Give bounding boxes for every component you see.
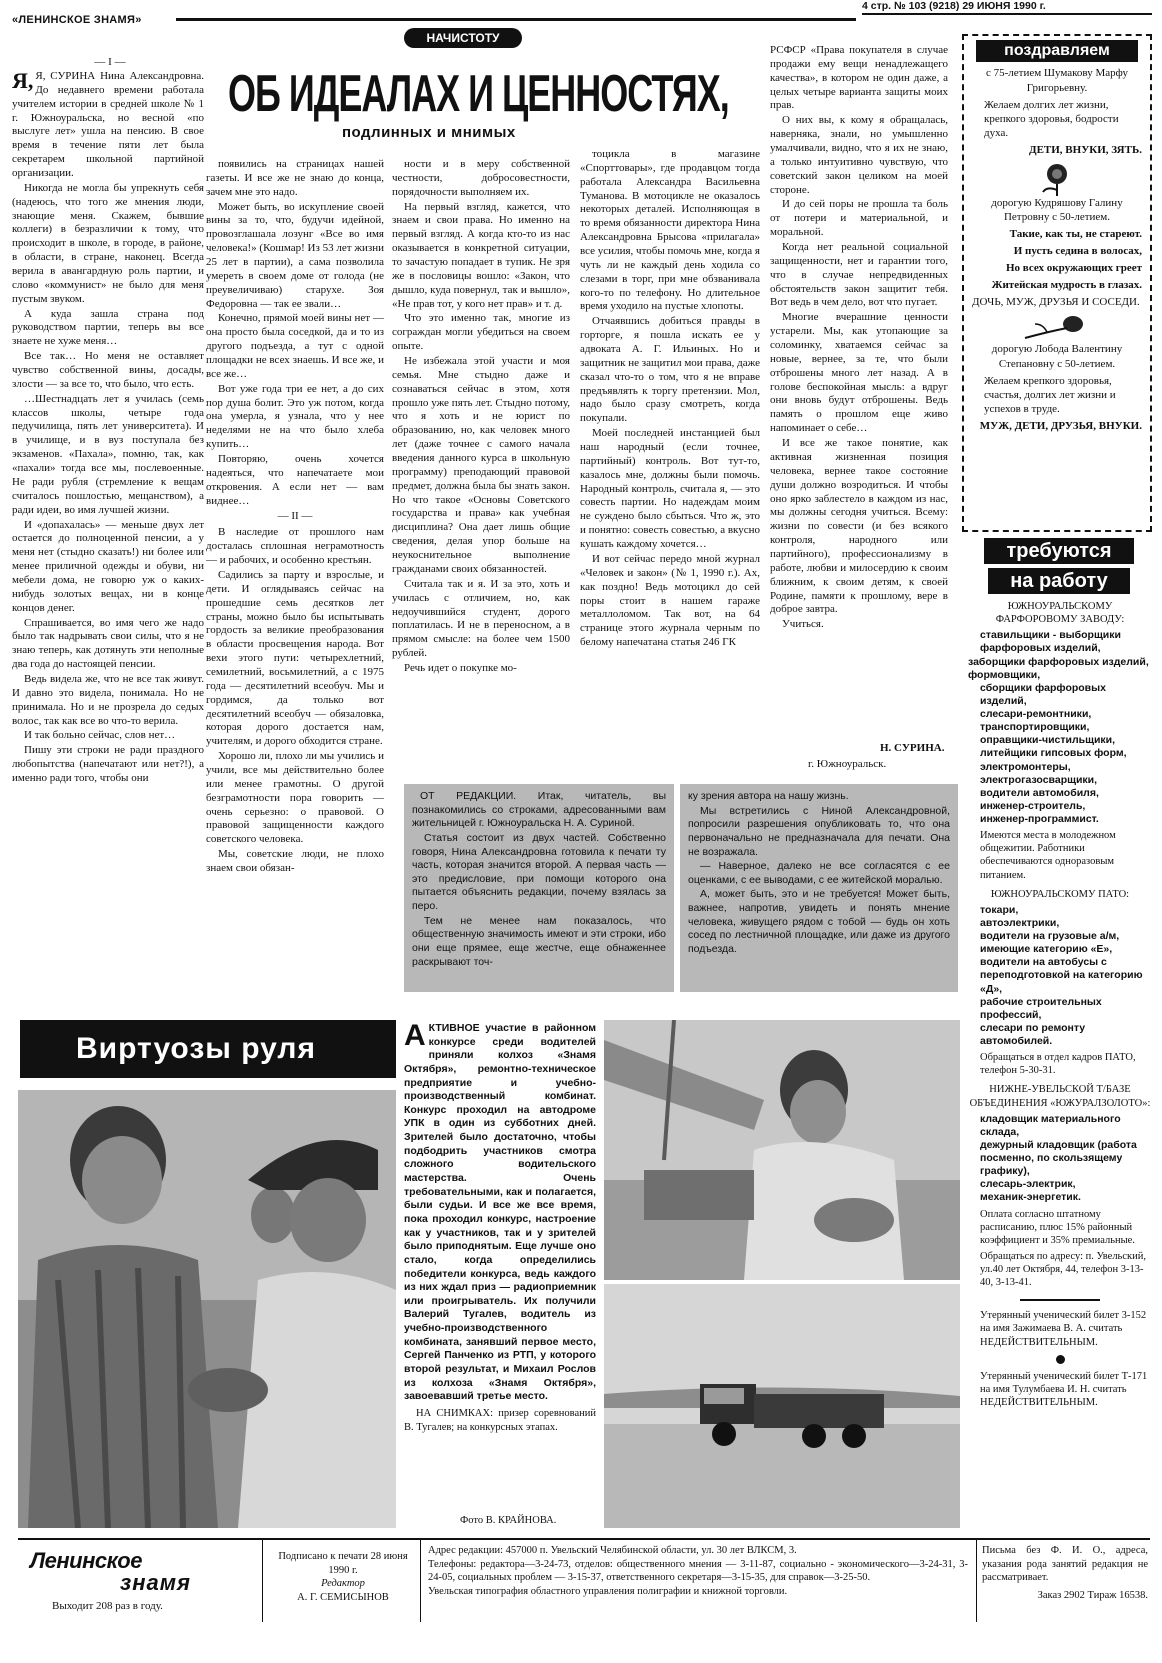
editorial-right: ку зрения автора на нашу жизнь. Мы встретились с Ниной Александровной, попросили разрешения опубликовать то, что она первоначально не предназначала для печати. Она не возражала. — Наверное, далеко не все согласятся с ее оценками, с ее выводами, с ее житейской моралью. А, может быть, это и не требуется! Может быть, важнее, напротив, увидеть и понять мнение человека, живущего рядом с тобой — будь он хоть сосед по лестничной площадке, или даже из другого подъезда. bbox=[680, 784, 958, 992]
rose-icon bbox=[972, 160, 1142, 196]
author-city: г. Южноуральск. bbox=[808, 758, 887, 770]
author-signature: Н. СУРИНА. bbox=[880, 742, 945, 754]
article-column-1: Я, Я, СУРИНА Нина Александровна. До недавнего времени работала учителем истории в средней школе № 1 г. Южноуральска, но весной «по выслуге лет» ушла на пенсию. В свое время в течение пяти лет была секретарем школьной партийной организации. Никогда не могла бы упрекнуть себя (надеюсь, что того же мнения люди, знающие меня. Скажем, бывшие коллеги) в безразличии к тому, что происходит в школе, в городе, в районе, в области, в стране, наконец. Всегда верила в авангардную роль партии, и слово «коммунист» не было для меня пустым звуком. А куда зашла страна под руководством партии, теперь вы все знаете не хуже меня… Все так… Но меня не оставляет чувство собственной вины, досады, злости — за все то, что было, что есть. …Шестнадцать лет я училась (семь классов школы, четыре года педучилища, пять лет университета). И в училище, и в вуз поступала без экзаменов. «Пахала», помню, так, как «пахали» тогда все мы, послевоенные. Не ради рубля (стремление к вещам считалось пошлостью, мещанством), а ради идеи, во имя лучшей жизни. И «допахалась» — меньше двух лет остается до полноценной пенсии, а у меня нет (стыдно сказать!) ни более или менее приличной одежды и обуви, ни мебели дома, не говорю уж о каких-нибудь золотых вещах, ни в конце концов денег. Спрашивается, во имя чего же надо было так надрывать свои силы, что я не знаю теперь, как дотянуть эти неполные два года до настоящей пенсии. Ведь видела же, что не все так живут. И давно это видела, понимала. Но не принимала. Но и не прозрела до седых волос, так как все во что-то верила. И так больно сейчас, слов нет… Пишу эти строки не ради праздного любопытства (напечатают или нет?!), а именно ради того, чтобы они bbox=[12, 70, 204, 784]
article-title: ОБ ИДЕАЛАХ И ЦЕННОСТЯХ, bbox=[228, 62, 729, 123]
virtuosi-text: АКТИВНОЕ участие в районном конкурсе среди водителей приняли колхоз «Знамя Октября», ремонтно-техническое предприятие и учебно-производственный комбинат. Конкурс проходил на автодроме УПК в один из субботних дней. Зрителей было достаточно, чтобы подбодрить участников смотра сложного водительского мастерства. Очень требовательными, как и полагается, были судьи. И все же все время, пока проходил конкурс, настроение как у участников, так и у зрителей было приподнятым. Еще лучше оно стало, когда определились победители конкурса, ведь каждого из них ждал приз — радиоприемник или проигрыватель. Их получили Валерий Тугалев, водитель из учебно-производственного комбината, занявший первое место, Сергей Панченко из РТП, у которого второй результат, и Михаил Рослов из колхоза «Знамя Октября», завоевавший третье место. НА СНИМКАХ: призер соревнований В. Тугалев; на конкурсных этапах. bbox=[404, 1022, 596, 1433]
article-column-2: появились на страницах нашей газеты. И все же не знаю до конца, зачем мне это надо. Может быть, во искупление своей вины за то, что, будучи идейной, провозглашала лозунг «Все во имя человека!» (Кошмар! Из 53 лет жизни 25 лет в партии), а сама позволила умереть в своем доме от голода (не преувеличиваю) старухе. Зоя Федоровна — так ее звали… Конечно, прямой моей вины нет — она просто была соседкой, да и то из другого подъезда, а тут с одной площадки не всех знаешь. И все же, и все же… Вот уже года три ее нет, а до сих пор душа болит. Это уж потом, когда она умерла, я узнала, что у нее неделями не на что было хлеба купить… Повторяю, очень хочется надеяться, что напечатаете мои откровения. А если нет — вам виднее… — II — В наследие от прошлого нам досталась сплошная неграмотность — и рабочих, и особенно крестьян. Садились за парту и взрослые, и дети. И оглядываясь сейчас на прошедшие семь десятков лет страны, можно было бы испытывать гордость за великие преобразования в области просвещения народа. Вот вехи этого пути: четырехлетний, семилетний, восьмилетний, а с 1975 года — десятилетний всеобуч. Мы и гордимся, да только вот десятилетний всеобуч — обязаловка, которая дорого достается нам, учителям, и дорого обходится стране. Хорошо ли, плохо ли мы учились и учили, все мы действительно более или менее грамотны. О другой безграмотности пора говорить — очень серьезно: о правовой. О правовой защищенности каждого советского человека. Мы, советские люди, не плохо знаем свои обязан- bbox=[206, 158, 384, 874]
footer-circulation: Выходит 208 раз в году. bbox=[52, 1600, 163, 1612]
jobs-title-2: на работу bbox=[988, 568, 1130, 594]
employer3-vacancies: кладовщик материального склада, дежурный кладовщик (работа посменно, по скользящему графику), слесарь-электрик, механик-энергетик. bbox=[980, 1112, 1137, 1204]
newspaper-name-header: «ЛЕНИНСКОЕ ЗНАМЯ» bbox=[12, 14, 142, 26]
virtuosi-dropcap: А bbox=[404, 1022, 426, 1052]
flower-icon bbox=[972, 312, 1142, 342]
footer-address: Адрес редакции: 457000 п. Увельский Челябинской области, ул. 30 лет ВЛКСМ, 3. Телефоны: редактора—3-24-73, отделов: общественного мнения — 3-11-87, социально - экономического—3-24-31, 3-24-05, социальных проблем — 3-15-37, ответственного секретаря—3-15-35, для справок—3-25-50. Увельская типография областного управления полиграфии и книжной торговли. bbox=[428, 1545, 968, 1597]
virtuosi-title: Виртуозы руля bbox=[20, 1020, 396, 1078]
congrats-title: поздравляем bbox=[976, 40, 1138, 62]
footer-letters: Письма без Ф. И. О., адреса, указания рода занятий редакция не рассматривает. Заказ 2902 Тираж 16538. bbox=[982, 1545, 1148, 1601]
photo-credit: Фото В. КРАЙНОВА. bbox=[460, 1515, 557, 1526]
jobs-listing: ЮЖНОУРАЛЬСКОМУ ФАРФОРОВОМУ ЗАВОДУ: ставильщики - выборщики фарфоровых изделий, заборщики фарфоровых изделий, формовщики, сборщики фарфоровых изделий, слесари-ремонтники, транспортировщики, оправщики-чистильщики, литейщики гипсовых форм, электромонтеры, электрогазосварщики, водители автомобиля, инженер-строитель, инженер-программист. Имеются места в молодежном общежитии. Работники обеспечиваются одноразовым питанием. ЮЖНОУРАЛЬСКОМУ ПАТО: токари, автоэлектрики, водители на грузовые а/м, имеющие категорию «Е», водители на автобусы с переподготовкой на категорию «Д», рабочие строительных профессий, слесари по ремонту автомобилей. Обращаться в отдел кадров ПАТО, телефон 5-30-31. НИЖНЕ-УВЕЛЬСКОЙ Т/БАЗЕ ОБЪЕДИНЕНИЯ «ЮЖУРАЛЗОЛОТО»: кладовщик материального склада, дежурный кладовщик (работа посменно, по скользящему графику), слесарь-электрик, механик-энергетик. Оплата согласно штатному расписанию, плюс 15% районный коэффициент и 35% премиальные. Обращаться по адресу: п. Увельский, ул.40 лет Октября, 44, телефон 3-13-40, 3-13-41. Утерянный ученический билет 3-152 на имя Зажимаева В. А. считать НЕДЕЙСТВИТЕЛЬНЫМ. Утерянный ученический билет Т-171 на имя Тулумбаева И. Н. считать НЕДЕЙСТВИТЕЛЬНЫМ. bbox=[968, 601, 1151, 1408]
photo-winner bbox=[18, 1090, 396, 1528]
article-subtitle: подлинных и мнимых bbox=[342, 124, 516, 141]
rubric-label: НАЧИСТОТУ bbox=[404, 28, 522, 48]
issue-info: 4 стр. № 103 (9218) 29 ИЮНЯ 1990 г. bbox=[862, 0, 1046, 12]
editorial-left: ОТ РЕДАКЦИИ. Итак, читатель, вы познакомились со строками, адресованными вам жительницей г. Южноуральска Н. А. Суриной. Статья состоит из двух частей. Собственно говоря, Нина Александровна готовила к печати ту часть, которая значится второй. А первая часть — это предисловие, при помощи которого она пытается объяснить редакции, почему взялась за перо. Тем не менее нам показалось, что общественную значимость имеют и эти строки, ибо они еще прямее, еще жестче, еще обнаженнее раскрывают точ- bbox=[404, 784, 674, 992]
jobs-title-1: требуются bbox=[984, 538, 1134, 564]
article-column-5: РСФСР «Права покупателя в случае продажи ему вещи ненадлежащего качества», в котором не один даже, а целых четыре варианта защиты моих прав. О них вы, к кому я обращалась, наверняка, знали, но умышленно умалчивали, видно, что я их не знаю, а только интуитивно чувствую, что советский закон целиком на моей стороне. И до сей поры не прошла та боль от потери и материальной, и моральной. Когда нет реальной социальной защищенности, нет и гарантии того, что в случае непредвиденных обстоятельств закон защитит тебя. Вот ведь в чем дело, вот что пугает. Многие вчерашние ценности устарели. Мы, как утопающие за соломинку, хватаемся сейчас за новые, вернее, за те, что были отброшены много лет назад. А в голове беспокойная мысль: а вдруг они вновь будут отброшены. Ведь память о прошлом еще живо напоминает о себе… И все же такое понятие, как активная жизненная позиция человека, вернее такое состояние души должно возродиться. И чтобы оно ярко заблестело в каждом из нас, мы должны сегодня учиться. Всему: жизни по совести (и без всякого контроля, народного или партийного), профессионализму в работе, любви и милосердию к своим ближним, к своим детям, к своей Родине, памяти к прошлому, вере в доброе завтра. Учиться. bbox=[770, 44, 948, 631]
article-column-3: ности и в меру собственной честности, добросовестности, порядочности выполняем их. На первый взгляд, кажется, что знаем и свои права. Но именно на первый взгляд. А когда кто-то из нас оказывается в конкретной ситуации, то зачастую попадает в тупик. Не зря же в пословицы вошло: «Закон, что дышло, куда повернул, так и вышло», «Не прав тот, у кого нет прав» и т. д. Что это именно так, многие из сограждан могли убедиться на своем опыте. Не избежала этой участи и моя семья. Мне стыдно даже и сознаваться сейчас в этом, хотя прошло уже пять лет. Стыдно потому, что я хоть и не юрист по образованию, но, как человек много лет (даже точнее с самого начала введения данного курса в школьную программу) преподающий правовой предмет, должна была бы знать закон. Но что такое «Основы Советского государства и права» как учебная дисциплина? Она дает лишь общие сведения, делая упор больше на неукоснительное выполнение гражданами своих обязанностей. Считала так и я. И за это, хоть и училась с отличием, но, как недоучившийся студент, дорого поплатилась. И не в переносном, а в прямом смысле: на более чем 1500 рублей. Речь идет о покупке мо- bbox=[392, 158, 570, 674]
employer2-vacancies: токари, автоэлектрики, водители на грузовые а/м, имеющие категорию «Е», водители на автобусы с переподготовкой на категорию «Д», рабочие строительных профессий, слесари по ремонту автомобилей. bbox=[980, 903, 1143, 1047]
photo-mechanic bbox=[604, 1020, 960, 1280]
header-rule bbox=[176, 18, 856, 21]
article-column-4: тоцикла в магазине «Спорттовары», где продавцом тогда работала Александра Васильевна Туманова. В мотоцикле не оказалось некоторых деталей. Исполняющая в то время обязанности директора Нина Александровна Брысова «прилагала» все усилия, чтобы помочь мне, когда я чуть ли не каждый день ходила со слезами в торг, при мне обзванивала кого-то по телефону. Но длительное время уходило на пустые хлопоты. Отчаявшись добиться правды в горторге, я пошла искать ее у адвоката А. Г. Ильиных. Но и защитник не защитил мои права, даже сказал что-то о том, что я не вправе предъявлять к торгу претензии. Мол, надо было сразу смотреть, когда покупали. Моей последней инстанцией был наш народный (если точнее, партийный) контроль. Вот тут-то, казалось мне, должны были помочь. Народный контроль, считала я, — это совесть партии. Но надеждам моим не суждено было сбыться. Что ж, это и понятно: совесть совестью, а вкусно кушать каждому хочется… И вот сейчас передо мной журнал «Человек и закон» (№ 1, 1990 г.). Ах, как поздно! Ведь мотоцикл до сей поры стоит в нашем гараже металлоломом. Так вот, на 64 странице этого журнала черным по белому напечатана статья 246 ГК bbox=[580, 148, 760, 649]
footer-signed: Подписано к печати 28 июня 1990 г. Редактор А. Г. СЕМИСЫНОВ bbox=[278, 1551, 408, 1603]
section-mark-1: — I — bbox=[94, 56, 126, 68]
congratulations-box: поздравляем с 75-летием Шумакову Марфу Григорьевну. Желаем долгих лет жизни, крепкого здоровья, бодрости духа. ДЕТИ, ВНУКИ, ЗЯТЬ. дорогую Кудряшову Галину Петровну с 50-летием. Такие, как ты, не стареют. И пусть седина в волосах, Но всех окружающих греет Житейская мудрость в глазах. ДОЧЬ, МУЖ, ДРУЗЬЯ И СОСЕДИ. дорогую Лобода Валентину Степановну с 50-летием. Желаем крепкого здоровья, счастья, долгих лет жизни и успехов в труде. МУЖ, ДЕТИ, ДРУЗЬЯ, ВНУКИ. bbox=[962, 34, 1152, 532]
employer1-vacancies: ставильщики - выборщики фарфоровых изделий, заборщики фарфоровых изделий, формовщики, сборщики фарфоровых изделий, слесари-ремонтники, транспортировщики, оправщики-чистильщики, литейщики гипсовых форм, электромонтеры, электрогазосварщики, водители автомобиля, инженер-строитель, инженер-программист. bbox=[968, 629, 1149, 825]
footer-logo: Ленинское знамя bbox=[30, 1548, 191, 1595]
bullet-dot bbox=[1056, 1355, 1065, 1364]
photo-truck bbox=[604, 1284, 960, 1528]
section-mark-2: — II — bbox=[277, 510, 313, 523]
